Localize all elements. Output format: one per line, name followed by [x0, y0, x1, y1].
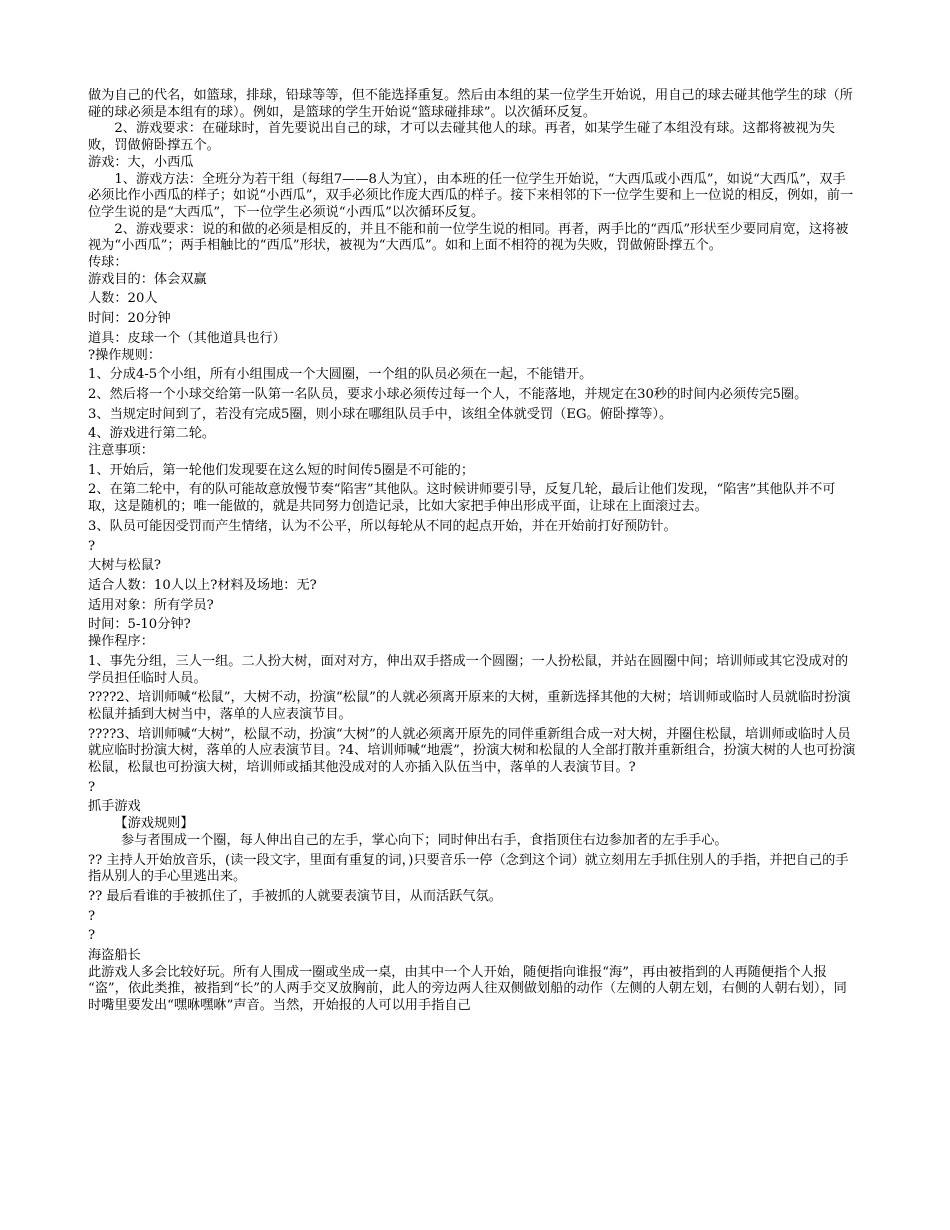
paragraph: 4、游戏进行第二轮。 — [88, 426, 216, 442]
paragraph: 注意事项： — [88, 443, 154, 459]
paragraph: 时间：20分钟 — [88, 311, 171, 327]
paragraph: 操作程序： — [88, 634, 154, 650]
paragraph: 适合人数：10人以上?材料及场地：无? — [88, 577, 317, 593]
paragraph: 做为自己的代名，如篮球，排球，铅球等等，但不能选择重复。然后由本组的某一位学生开始说，用自己的球去碰其他学生的球（所碰的球必须是本组有的球）。例如，是篮球的学生开始说“篮球碰排球”。以次循环反复。 — [88, 88, 853, 120]
paragraph: 2、游戏要求：在碰球时，首先要说出自己的球，才可以去碰其他人的球。再者，如某学生碰了本组没有球。这都将被视为失败，罚做俯卧撑五个。 — [88, 121, 835, 154]
paragraph: 传球： — [88, 255, 128, 271]
paragraph: 2、在第二轮中，有的队可能故意放慢节奏“陷害”其他队。这时候讲师要引导，反复几轮，最后让他们发现，“陷害”其他队并不可取，这是随机的；唯一能做的，就是共同努力创造记录，比如大家把手伸出形成平面，让球在上面滚过去。 — [88, 482, 836, 515]
paragraph: ????3、培训师喊“大树”，松鼠不动，扮演“大树”的人就必须离开原先的同伴重新组合成一对大树，并圈住松鼠，培训师或临时人员就应临时扮演大树，落单的人应表演节目。?4、培训师喊“地震”，扮演大树和松鼠的人全部打散并重新组合，扮演大树的人也可扮演松鼠，松鼠也可扮演大树，培训师或插其他没成对的人亦插入队伍当中，落单的人表演节目。? — [88, 726, 856, 776]
paragraph: 人数：20人 — [88, 291, 158, 307]
paragraph: 抓手游戏 — [88, 799, 141, 815]
paragraph: 1、事先分组，三人一组。二人扮大树，面对对方，伸出双手搭成一个圆圈；一人扮松鼠，并站在圆圈中间；培训师或其它没成对的学员担任临时人员。 — [88, 653, 849, 686]
paragraph: 大树与松鼠? — [88, 558, 162, 574]
paragraph: 【游戏规则】 — [114, 816, 194, 832]
paragraph: ? — [88, 928, 96, 944]
paragraph: 此游戏人多会比较好玩。所有人围成一圈或坐成一桌，由其中一个人开始，随便指向谁报“海”，再由被指到的人再随便指个人报 “盗”，依此类推，被指到“长”的人两手交叉放胸前，此人的旁边两人往双侧做划船的动作（左侧的人朝左划，右侧的人朝右划），同时嘴里要发出“嘿咻嘿咻”声音。当然，开始报的人可以用手指自己 — [88, 964, 847, 1014]
paragraph: 1、分成4-5个小组，所有小组围成一个大圆圈，一个组的队员必须在一起，不能错开。 — [88, 367, 593, 383]
paragraph: 海盗船长 — [88, 948, 141, 964]
paragraph: 2、然后将一个小球交给第一队第一名队员，要求小球必须传过每一个人，不能落地，并规定在30秒的时间内必须传完5圈。 — [88, 386, 808, 402]
paragraph: ? — [88, 538, 96, 554]
paragraph: ?? 主持人开始放音乐，(读一段文字，里面有重复的词，)只要音乐一停（念到这个词）就立刻用左手抓住别人的手指，并把自己的手指从别人的手心里逃出来。 — [88, 852, 849, 885]
document-body — [88, 88, 858, 1015]
paragraph: 游戏：大，小西瓜 — [88, 154, 194, 170]
paragraph: 适用对象：所有学员? — [88, 597, 214, 613]
paragraph: 3、当规定时间到了，若没有完成5圈，则小球在哪组队员手中，该组全体就受罚（EG。俯卧撑等）。 — [88, 406, 673, 422]
paragraph: ? — [88, 779, 96, 795]
paragraph: 游戏目的：体会双赢 — [88, 271, 207, 287]
paragraph: ????2、培训师喊“松鼠”，大树不动，扮演“松鼠”的人就必须离开原来的大树，重新选择其他的大树；培训师或临时人员就临时扮演松鼠并插到大树当中，落单的人应表演节目。 — [88, 690, 851, 722]
paragraph: 3、队员可能因受罚而产生情绪，认为不公平，所以每轮从不同的起点开始，并在开始前打好预防针。 — [88, 518, 677, 534]
paragraph: ?? 最后看谁的手被抓住了，手被抓的人就要表演节目，从而活跃气氛。 — [88, 888, 502, 904]
paragraph: 参与者围成一个圈，每人伸出自己的左手，掌心向下；同时伸出右手，食指顶住右边参加者的左手手心。 — [121, 832, 728, 848]
paragraph: 2、游戏要求：说的和做的必须是相反的，并且不能和前一位学生说的相同。再者，两手比的“西瓜”形状至少要同肩宽，这将被视为“小西瓜”；两手相触比的“西瓜”形状，被视为“大西瓜”。如和上面不相符的视为失败，罚做俯卧撑五个。 — [88, 221, 849, 254]
paragraph: 时间：5-10分钟? — [88, 617, 191, 633]
paragraph: ?操作规则： — [88, 347, 162, 363]
paragraph: 1、开始后，第一轮他们发现要在这么短的时间传5圈是不可能的； — [88, 462, 475, 478]
paragraph: 1、游戏方法：全班分为若干组（每组7——8人为宜），由本班的任一位学生开始说，“大西瓜或小西瓜”，如说“大西瓜”，双手必须比作小西瓜的样子；如说“小西瓜”，双手必须比作庞大西瓜的样子。接下来相邻的下一位学生要和上一位说的相反，例如，前一位学生说的是“大西瓜”，下一位学生必须说“小西瓜”以次循环反复。 — [88, 171, 854, 220]
paragraph: ? — [88, 908, 96, 924]
paragraph: 道具：皮球一个（其他道具也行） — [88, 330, 286, 346]
